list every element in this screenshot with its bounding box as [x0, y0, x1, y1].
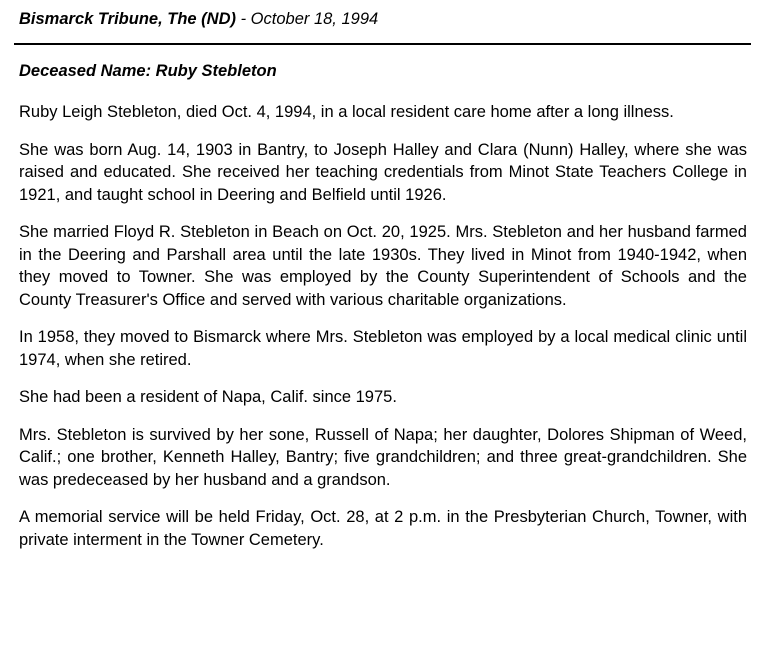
paragraph: Ruby Leigh Stebleton, died Oct. 4, 1994, in a local resident care home after a long illness. — [19, 103, 674, 121]
deceased-name-heading: Deceased Name: Ruby Stebleton — [19, 62, 277, 80]
paragraph: In 1958, they moved to Bismarck where Mrs. Stebleton was employed by a local medical clinic until 1974, when she retired. — [19, 328, 747, 369]
publication-date: October 18, 1994 — [250, 10, 379, 28]
publication-header — [19, 9, 378, 29]
header-divider — [14, 43, 751, 45]
paragraph: A memorial service will be held Friday, Oct. 28, at 2 p.m. in the Presbyterian Church, Towner, with private interment in the Towner Cemetery. — [19, 508, 747, 549]
paragraph: She was born Aug. 14, 1903 in Bantry, to Joseph Halley and Clara (Nunn) Halley, where she was raised and educated. She received her teaching credentials from Minot State Teachers College in 1921, and taught school in Deering and Belfield until 1926. — [19, 140, 747, 204]
paragraph: She married Floyd R. Stebleton in Beach on Oct. 20, 1925. Mrs. Stebleton and her husband farmed in the Deering and Parshall area until the late 1930s. They lived in Minot from 1940-1942, when they moved to Towner. She was employed by the County Superintendent of Schools and the County Treasurer's Office and served with various charitable organizations. — [19, 223, 747, 309]
header-separator: - — [236, 10, 251, 28]
paragraph: Mrs. Stebleton is survived by her sone, Russell of Napa; her daughter, Dolores Shipman of Weed, Calif.; one brother, Kenneth Halley, Bantry; five grandchildren; and three great-grandchildren. She was predeceased by her husband and a grandson. — [19, 425, 747, 489]
obituary-body — [19, 101, 747, 566]
paragraph: She had been a resident of Napa, Calif. since 1975. — [19, 388, 397, 406]
publication-name: Bismarck Tribune, The (ND) — [19, 10, 236, 28]
